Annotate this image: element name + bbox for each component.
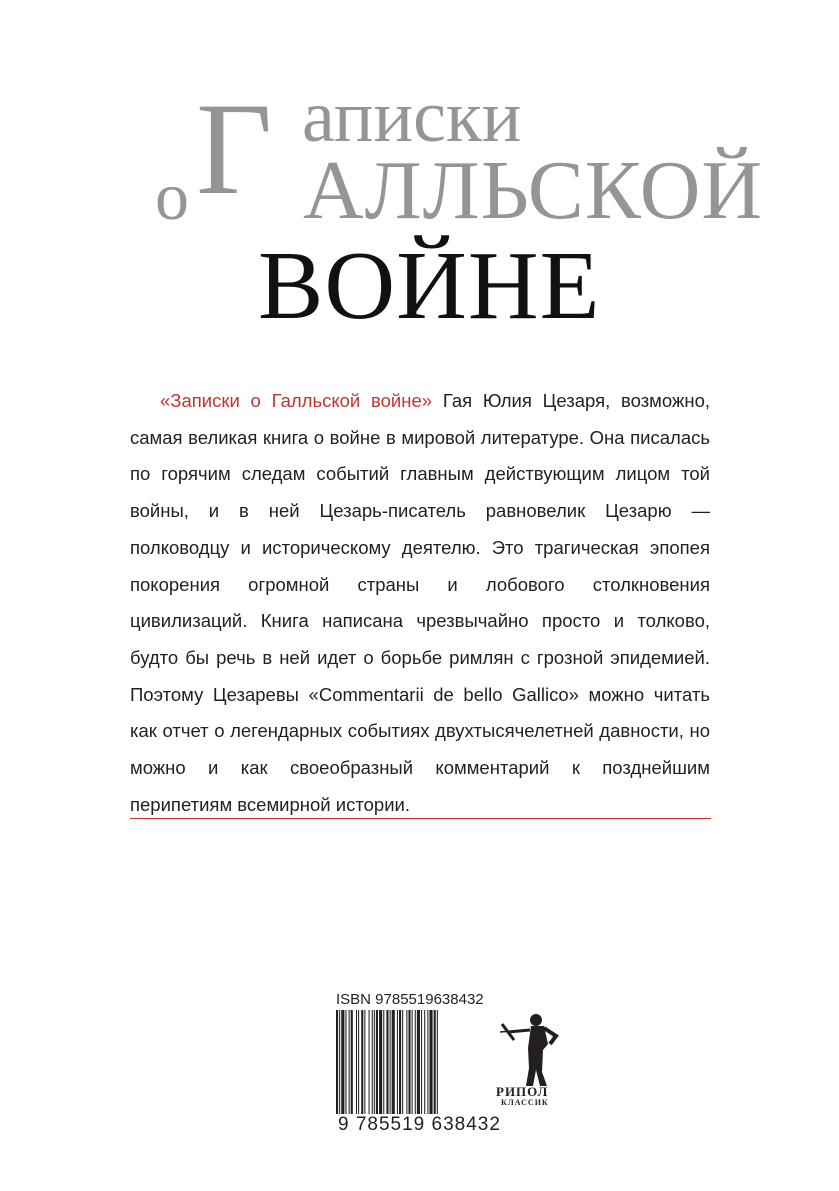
publisher-logo-archer-icon: [498, 1010, 568, 1088]
barcode-bar: [406, 1010, 407, 1120]
barcode-bar: [345, 1010, 346, 1120]
title-gallskoy: АЛЛЬСКОЙ: [303, 144, 764, 237]
title-initial-g: Г: [196, 75, 273, 222]
barcode-bar: [427, 1010, 428, 1120]
barcode-bar: [421, 1010, 422, 1120]
barcode-bar: [424, 1010, 425, 1120]
title-voine: ВОЙНЕ: [258, 232, 601, 340]
barcode-bar: [412, 1010, 413, 1120]
barcode-bar: [386, 1010, 388, 1120]
description-text: [130, 383, 710, 823]
barcode-bar: [361, 1010, 363, 1120]
barcode-bar: [349, 1010, 350, 1120]
barcode-bar: [417, 1010, 420, 1120]
barcode-bar: [390, 1010, 391, 1120]
red-divider: [130, 818, 711, 819]
publisher-subtitle: КЛАССИК: [501, 1098, 549, 1107]
barcode-bar: [341, 1010, 344, 1120]
book-title: [0, 0, 839, 340]
barcode-bar: [392, 1010, 395, 1120]
barcode-bar: [336, 1010, 338, 1120]
barcode-bar: [408, 1010, 410, 1120]
barcode-bar: [351, 1010, 353, 1120]
barcode-bar: [415, 1010, 416, 1120]
barcode-bar: [383, 1010, 384, 1120]
barcode: [336, 1010, 482, 1120]
barcode-bar: [358, 1010, 359, 1120]
description-highlight: «Записки о Галльской войне»: [160, 390, 433, 411]
barcode-bar: [434, 1010, 436, 1120]
barcode-bar: [402, 1010, 403, 1120]
barcode-bar: [364, 1010, 365, 1120]
title-preposition: о: [155, 158, 189, 234]
barcode-bar: [376, 1010, 378, 1120]
barcode-bar: [379, 1010, 382, 1120]
isbn-digits: 9 785519 638432: [338, 1114, 501, 1135]
barcode-bar: [372, 1010, 373, 1120]
isbn-label: ISBN 9785519638432: [336, 991, 484, 1008]
barcode-bar: [437, 1010, 438, 1120]
barcode-bar: [399, 1010, 401, 1120]
description-body: Гая Юлия Цезаря, возможно, самая великая книга о войне в мировой литературе. Она писалась по горячим следам событий главным действующим лицом той войны, и в ней Цезарь-писатель равновелик Цезарю — полководцу и историческому деятелю. Это трагическая эпопея покорения огромной страны и лобового столкновения цивилизаций. Книга написана чрезвычайно просто и толково, будто бы речь в ней идет о борьбе римлян с грозной эпидемией. Поэтому Цезаревы «Commentarii de bello Gallico» можно читать как отчет о легендарных событиях двухтысячелетней давности, но можно и как своеобразный комментарий к позднейшим перипетиям всемирной истории.: [130, 390, 711, 815]
barcode-bar: [369, 1010, 370, 1120]
publisher-name: РИПОЛ: [496, 1084, 549, 1099]
title-zapiski: аписки: [302, 76, 522, 158]
barcode-bar: [356, 1010, 357, 1120]
barcode-bar: [339, 1010, 340, 1120]
barcode-bar: [374, 1010, 375, 1120]
barcode-bar: [397, 1010, 398, 1120]
barcode-bar: [429, 1010, 432, 1120]
